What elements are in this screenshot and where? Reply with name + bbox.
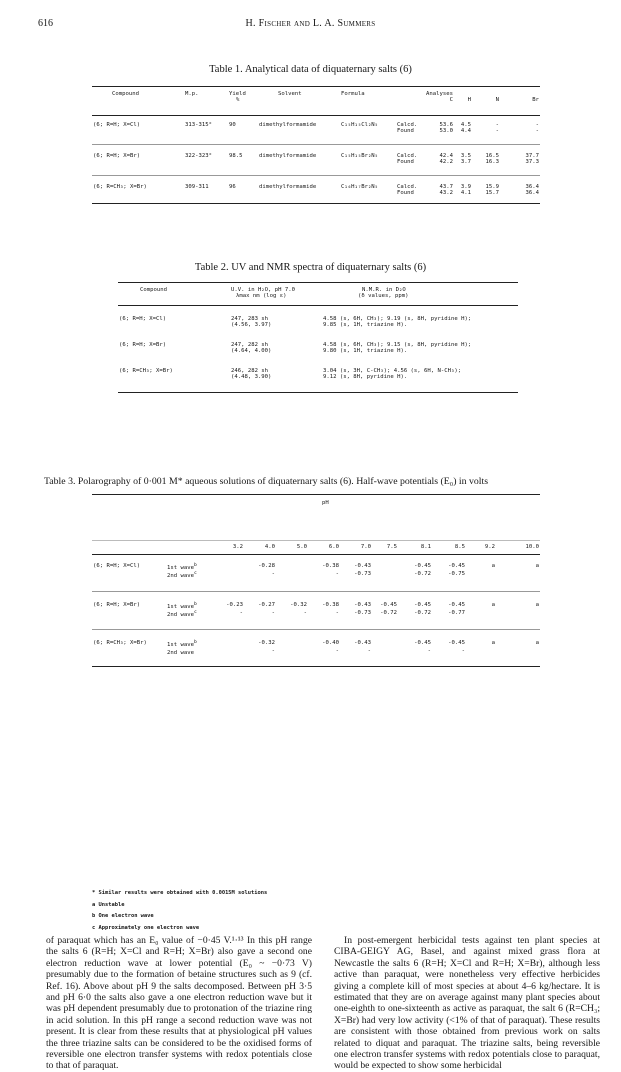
body-paragraph: In post-emergent herbicidal tests against ten plant species at CIBA-GEIGY AG, Basel, and against mixed grass flora at Newcastle the salts 6 (R=H; X=Cl and R=H; X=Br), although less active than paraquat, were nonetheless very effective herbicides giving a complete kill of most species at about 4–6 kg/hectare. It is estimated that they are on average against many plant species about one-eighth to one-sixteenth as active as paraquat, the salt 6 (R=CH₃; X=Br) had very low activity (<1% of that of paraquat). These results are consistent with those obtained from previous work on salts related to diquat and paraquat. The triazine salts, being reversible one electron transfer systems with redox potentials close to paraquat, would be expected to show some herbicidal xyxy=(334,935,600,1072)
table3-caption: Table 3. Polarography of 0·001 M* aqueous solutions of diquaternary salts (6). Half-wave potentials (E₀) in volts xyxy=(44,476,489,487)
sub-header-c: C xyxy=(449,97,453,103)
sub-header-h: H xyxy=(467,97,471,103)
table-row: Found 43.2 4.1 15.7 36.4 xyxy=(397,190,539,196)
page-number: 616 xyxy=(38,18,53,29)
compound-label: (6; R=H; X=Br) xyxy=(119,342,167,348)
body-right-column xyxy=(334,935,600,1072)
ph-label: pH xyxy=(322,500,329,506)
table-row: (6; R=H; X=Cl) 313-315° 90 dimethylformamide C₁₅H₁₅Cl₂N₅ Calcd. 53.6 4.5 - - xyxy=(93,122,539,128)
table2-caption: Table 2. UV and NMR spectra of diquaternary salts (6) xyxy=(194,262,427,273)
table-row: (4.56, 3.97) 9.85 (s, 1H, triazine H). xyxy=(231,322,408,328)
table-row: Found 42.2 3.7 16.3 37.3 xyxy=(397,159,539,165)
footnote: c Approximately one electron wave xyxy=(92,924,200,931)
table-row: (6; R=H; X=Cl) 1st wave$^b$ -0.28 -0.38 -0.43 -0.45 -0.45 a a xyxy=(93,563,539,571)
table-row: (6; R=CH₃; X=Br) 246, 282 sh 3.04 (s, 3H, C-CH₃); 4.56 (s, 6H, N-CH₃); xyxy=(119,368,462,374)
table-row: (6; R=H; X=Br) 1st wave$^b$ -0.23 -0.27 -0.32 -0.38 -0.43 -0.45 -0.45 -0.45 a a xyxy=(93,601,539,610)
compound-label: (6; R=CH₃; X=Br) xyxy=(119,368,173,374)
compound-label: (6; R=H; X=Cl) xyxy=(93,122,141,128)
sub-header-br: Br xyxy=(532,97,539,103)
col-header-formula: Formula xyxy=(341,91,365,97)
compound-label: (6; R=H; X=Br) xyxy=(93,153,141,159)
table-row: (6; R=H; X=Cl) 247, 283 sh 4.58 (s, 6H, CH₃); 9.19 (s, 8H, pyridine H); xyxy=(119,316,472,322)
table-row: (4.64, 4.00) 9.80 (s, 1H, triazine H). xyxy=(231,348,408,354)
col-header-compound: Compound xyxy=(112,91,139,97)
col-header-analyses: Analyses xyxy=(426,91,453,97)
col-header-compound: Compound xyxy=(140,287,167,293)
col-subheader-nmr: (δ values, ppm) xyxy=(358,293,409,299)
col-header-yield-unit: % xyxy=(236,97,240,103)
col-header-uv: U.V. in H₂O, pH 7.0 xyxy=(231,287,295,293)
body-paragraph: of paraquat which has an E₀ value of −0·45 V.¹·¹³ In this pH range the salts 6 (R=H; X=Cl and R=H; X=Br) also gave a second one electron reduction wave at lower potential (E₀ ~ −0·73 V) presumably due to the formation of betaine structures such as 9 (cf. Ref. 16). Above about pH 9 the salts decomposed. Between pH 3·5 and pH 6·0 the salts also gave a one electron reduction wave but it was pH dependent presumably due to protonation of the triazine ring in acid solution. In this pH range a second reduction wave was not present. It is clear from these results that at physiological pH values the three triazine salts can be considered to be the oxidised forms of reversible one electron transfer systems with redox potentials close to that of paraquat. xyxy=(46,935,312,1072)
table2-top-rule xyxy=(118,282,518,283)
table-row: (6; R=CH₃; X=Br) 1st wave$^b$ -0.32 -0.40 -0.43 -0.45 -0.45 a a xyxy=(93,640,539,649)
authors: H. Fischer and L. A. Summers xyxy=(245,18,376,29)
compound-label: (6; R=H; X=Cl) xyxy=(119,316,167,322)
table-row: 2nd wave$^c$ - - - - -0.73 -0.72 -0.72 -0.77 xyxy=(167,609,465,618)
table-row: (4.48, 3.90) 9.12 (s, 8H, pyridine H). xyxy=(231,374,408,380)
col-subheader-uv: λmax nm (log ε) xyxy=(236,293,287,299)
sub-header-n: N xyxy=(495,97,499,103)
table2 xyxy=(118,287,518,393)
table3-footnotes xyxy=(92,888,267,934)
table1-top-rule xyxy=(92,86,540,87)
table-row: 2nd wave$^c$ - - -0.73 -0.72 -0.75 xyxy=(167,570,465,579)
table3 xyxy=(92,500,540,667)
table-row: Found 53.0 4.4 - - xyxy=(397,128,539,134)
footnote: * Similar results were obtained with 0.0015M solutions xyxy=(92,890,268,896)
table3-top-rule xyxy=(92,494,540,495)
table1-caption: Table 1. Analytical data of diquaternary salts (6) xyxy=(209,64,412,75)
compound-label: (6; R=CH₃; X=Br) xyxy=(93,184,147,190)
table-row: (6; R=CH₃; X=Br) 309-311 96 dimethylformamide C₁₆H₁₇Br₂N₅ Calcd. 43.7 3.9 15.9 36.4 xyxy=(93,184,539,190)
compound-label: (6; R=H; X=Cl) xyxy=(93,563,141,569)
table-row: (6; R=H; X=Br) 247, 282 sh 4.58 (s, 6H, CH₃); 9.15 (s, 8H, pyridine H); xyxy=(119,342,472,348)
running-header xyxy=(38,18,583,32)
compound-label: (6; R=H; X=Br) xyxy=(93,601,141,608)
table1 xyxy=(92,91,540,204)
col-header-nmr: N.M.R. in D₂O xyxy=(362,287,406,293)
col-header-solvent: Solvent xyxy=(278,91,302,97)
table-row: (6; R=H; X=Br) 322-323° 98.5 dimethylformamide C₁₅H₁₅Br₂N₅ Calcd. 42.4 3.5 16.5 37.7 xyxy=(93,153,539,159)
compound-label: (6; R=CH₃; X=Br) xyxy=(93,640,147,647)
body-left-column xyxy=(46,935,312,1072)
col-header-yield: Yield xyxy=(229,91,246,97)
footnote: a Unstable xyxy=(92,901,125,908)
footnote: b One electron wave xyxy=(92,913,154,919)
table-row: 2nd wave - - - - - xyxy=(167,648,465,657)
col-header-mp: M.p. xyxy=(185,91,199,97)
ph-header-row: 3.2 4.0 5.0 6.0 7.0 7.5 8.1 8.5 9.2 10.0 xyxy=(232,544,539,550)
